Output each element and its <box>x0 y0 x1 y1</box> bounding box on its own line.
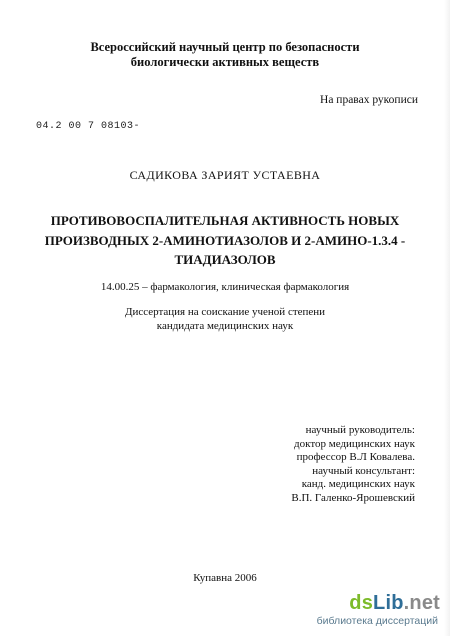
institution-line-1: Всероссийский научный центр по безопасности <box>90 40 360 54</box>
dissertation-title <box>0 211 450 270</box>
advisor-line-3: профессор В.Л Ковалева. <box>296 451 415 463</box>
catalog-stamp-number: 04.2 00 7 08103- <box>36 121 141 132</box>
institution-line-2: биологически активных веществ <box>130 55 320 69</box>
watermark-caption: библиотека диссертаций <box>316 615 438 627</box>
specialty-code: 14.00.25 – фармакология, клиническая фармакология <box>100 281 350 293</box>
degree-line-2: кандидата медицинских наук <box>156 320 294 332</box>
dslib-logo <box>349 592 440 615</box>
advisor-line-1: научный руководитель: <box>305 424 415 436</box>
manuscript-rights-note: На правах рукописи <box>320 94 418 106</box>
degree-statement <box>0 305 450 333</box>
logo-ds-part: ds <box>349 592 374 614</box>
place-and-year: Купавна 2006 <box>193 572 257 584</box>
institution-heading <box>0 40 450 70</box>
logo-net-part: .net <box>403 592 440 614</box>
advisors-block <box>215 424 415 505</box>
logo-lib-part: Lib <box>373 592 404 614</box>
author-name: САДИКОВА ЗАРИЯТ УСТАЕВНА <box>129 168 321 182</box>
dslib-watermark <box>280 592 440 630</box>
advisor-line-5: канд. медицинских наук <box>301 478 415 490</box>
title-line-2: ПРОИЗВОДНЫХ 2-АМИНОТИАЗОЛОВ И 2-АМИНО-1.3.4 - <box>44 232 406 248</box>
degree-line-1: Диссертация на соискание ученой степени <box>124 306 326 318</box>
advisor-line-2: доктор медицинских наук <box>294 437 415 450</box>
advisor-line-6: В.П. Галенко-Ярошевский <box>291 491 415 504</box>
title-line-3: ТИАДИАЗОЛОВ <box>174 252 276 267</box>
advisor-line-4: научный консультант: <box>312 464 415 477</box>
title-line-1: ПРОТИВОВОСПАЛИТЕЛЬНАЯ АКТИВНОСТЬ НОВЫХ <box>50 213 400 228</box>
